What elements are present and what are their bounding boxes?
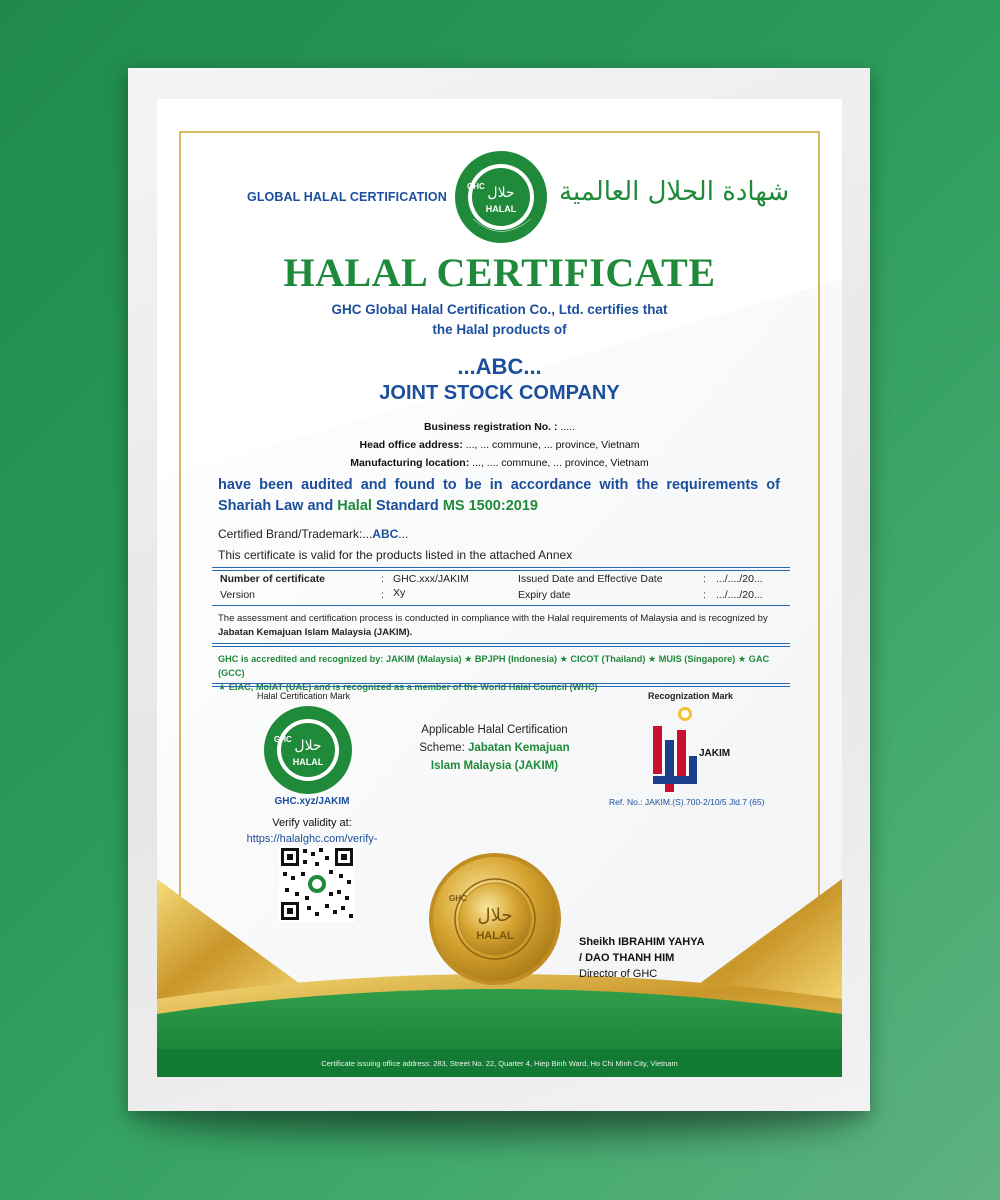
accreditation-line-1: GHC is accredited and recognized by: JAKIM (Malaysia) ★ BPJPH (Indonesia) ★ CICOT (Thailand) ★ MUIS (Singapore) ★ GAC (GCC) bbox=[218, 654, 770, 678]
halal-certification-mark bbox=[262, 704, 354, 796]
head-office-label: Head office address: bbox=[359, 439, 463, 451]
logo-halal-text: HALAL bbox=[485, 204, 517, 214]
manufacturing-label: Manufacturing location: bbox=[350, 457, 470, 469]
intro-text bbox=[157, 300, 842, 340]
brand-value: ABC bbox=[372, 527, 399, 541]
assessment-jakim: Jabatan Kemajuan Islam Malaysia (JAKIM). bbox=[218, 627, 413, 638]
divider-bottom-1 bbox=[212, 683, 790, 684]
signatory-role: Director of GHC bbox=[579, 968, 658, 980]
logo-arabic-text: حلال bbox=[487, 185, 515, 201]
mark-arabic-text: حلال bbox=[294, 738, 322, 754]
expiry-date-value: .../..../20... bbox=[716, 589, 763, 601]
cert-number-colon: : bbox=[381, 573, 384, 585]
footer-address: Certificate issuing office address: 283, Street No. 22, Quarter 4, Hiep Binh Ward, Ho Chi Minh City, Vietnam bbox=[321, 1059, 678, 1068]
audit-statement-standard: MS 1500:2019 bbox=[442, 498, 538, 514]
scheme-highlight: Jabatan Kemajuan bbox=[467, 742, 570, 754]
verify-label: Verify validity at: bbox=[272, 817, 352, 829]
version-label: Version bbox=[220, 589, 256, 601]
business-info bbox=[157, 418, 842, 472]
mark-ghc-text: GHC bbox=[274, 735, 292, 744]
brand-label: Certified Brand/Trademark:... bbox=[218, 527, 373, 541]
issued-date-colon: : bbox=[703, 573, 706, 585]
signatory-name-1: Sheikh IBRAHIM YAHYA bbox=[579, 936, 705, 948]
accreditation-statement bbox=[218, 652, 793, 694]
audit-statement-part1: have been audited and found to be in accordance with the requirements of Shariah Law and bbox=[218, 477, 780, 514]
jakim-text: JAKIM bbox=[699, 748, 731, 759]
assessment-statement bbox=[218, 612, 793, 640]
gold-halal-seal bbox=[427, 851, 563, 987]
seal-arabic-text: حلال bbox=[477, 905, 513, 926]
issued-date-label: Issued Date and Effective Date bbox=[518, 573, 663, 585]
cert-number-label: Number of certificate bbox=[220, 573, 326, 585]
scheme-prefix: Scheme: bbox=[419, 742, 468, 754]
business-registration-value: ..... bbox=[557, 421, 576, 433]
company-short-name: ...ABC... bbox=[457, 354, 542, 379]
head-office-value: ..., ... commune, ... province, Vietnam bbox=[462, 439, 640, 451]
logo-ghc-text: GHC bbox=[467, 182, 485, 191]
divider-bottom-2 bbox=[212, 686, 790, 687]
audit-statement bbox=[218, 475, 780, 517]
expiry-date-colon: : bbox=[703, 589, 706, 601]
expiry-date-label: Expiry date bbox=[518, 589, 571, 601]
accreditation-line-2: ★ EIAC, MoIAT (UAE) and is recognized as a member of the World Halal Council (WHC) bbox=[218, 682, 598, 692]
scheme-line-1: Applicable Halal Certification bbox=[421, 724, 568, 736]
halal-mark-code: GHC.xyz/JAKIM bbox=[274, 796, 350, 807]
divider-accred-1 bbox=[212, 643, 790, 644]
certified-brand bbox=[218, 527, 408, 541]
brand-suffix: ... bbox=[398, 527, 409, 541]
divider-top-1 bbox=[212, 567, 790, 568]
ghc-halal-logo-top bbox=[453, 149, 549, 245]
jakim-reference: Ref. No.: JAKIM.(S).700-2/10/5 Jld.7 (65) bbox=[609, 797, 765, 807]
audit-statement-part3: Standard bbox=[371, 498, 443, 514]
intro-line-1: GHC Global Halal Certification Co., Ltd. certifies that bbox=[331, 302, 668, 317]
head-office-address bbox=[157, 436, 842, 454]
org-name-highlight: HALAL bbox=[303, 190, 347, 204]
cert-number-value: GHC.xxx/JAKIM bbox=[393, 573, 469, 585]
org-name-english bbox=[247, 190, 447, 204]
jakim-logo bbox=[647, 706, 732, 794]
signatory-block bbox=[579, 934, 705, 982]
audit-statement-halal: Halal bbox=[337, 498, 372, 514]
assessment-text: The assessment and certification process is conducted in compliance with the Halal requirements of Malaysia and is recognized by bbox=[218, 613, 768, 624]
signatory-name-2: / DAO THANH HIM bbox=[579, 952, 675, 964]
business-registration-label: Business registration No. : bbox=[423, 421, 558, 433]
certificate-title: HALAL CERTIFICATE bbox=[283, 250, 716, 295]
halal-mark-label: Halal Certification Mark bbox=[257, 691, 351, 701]
seal-halal-text: HALAL bbox=[476, 930, 514, 942]
recognition-mark-label: Recognization Mark bbox=[648, 691, 734, 701]
issued-date-value: .../..../20... bbox=[716, 573, 763, 585]
divider-mid bbox=[212, 605, 790, 606]
business-registration bbox=[157, 418, 842, 436]
arabic-title: شهادة الحلال العالمية bbox=[559, 177, 790, 207]
divider-accred-2 bbox=[212, 646, 790, 647]
scheme-line-2 bbox=[387, 739, 602, 757]
intro-line-2: the Halal products of bbox=[432, 322, 567, 337]
org-name-prefix: GLOBAL bbox=[247, 190, 304, 204]
qr-code[interactable] bbox=[279, 846, 355, 922]
company-full-name: JOINT STOCK COMPANY bbox=[379, 382, 620, 404]
scheme-line-3: Islam Malaysia (JAKIM) bbox=[430, 760, 559, 772]
version-colon: : bbox=[381, 589, 384, 601]
manufacturing-location bbox=[157, 454, 842, 472]
verify-url[interactable]: https://halalghc.com/verify- bbox=[246, 833, 378, 845]
certificate bbox=[157, 99, 842, 1077]
applicable-scheme bbox=[387, 721, 602, 775]
mark-halal-text: HALAL bbox=[292, 757, 324, 767]
seal-ghc-text: GHC bbox=[449, 894, 467, 903]
org-name-suffix: CERTIFICATION bbox=[346, 190, 447, 204]
manufacturing-value: ..., .... commune, ... province, Vietnam bbox=[469, 457, 649, 469]
version-value: Xy bbox=[393, 587, 406, 599]
divider-top-2 bbox=[212, 570, 790, 571]
validity-note: This certificate is valid for the products listed in the attached Annex bbox=[218, 548, 573, 562]
